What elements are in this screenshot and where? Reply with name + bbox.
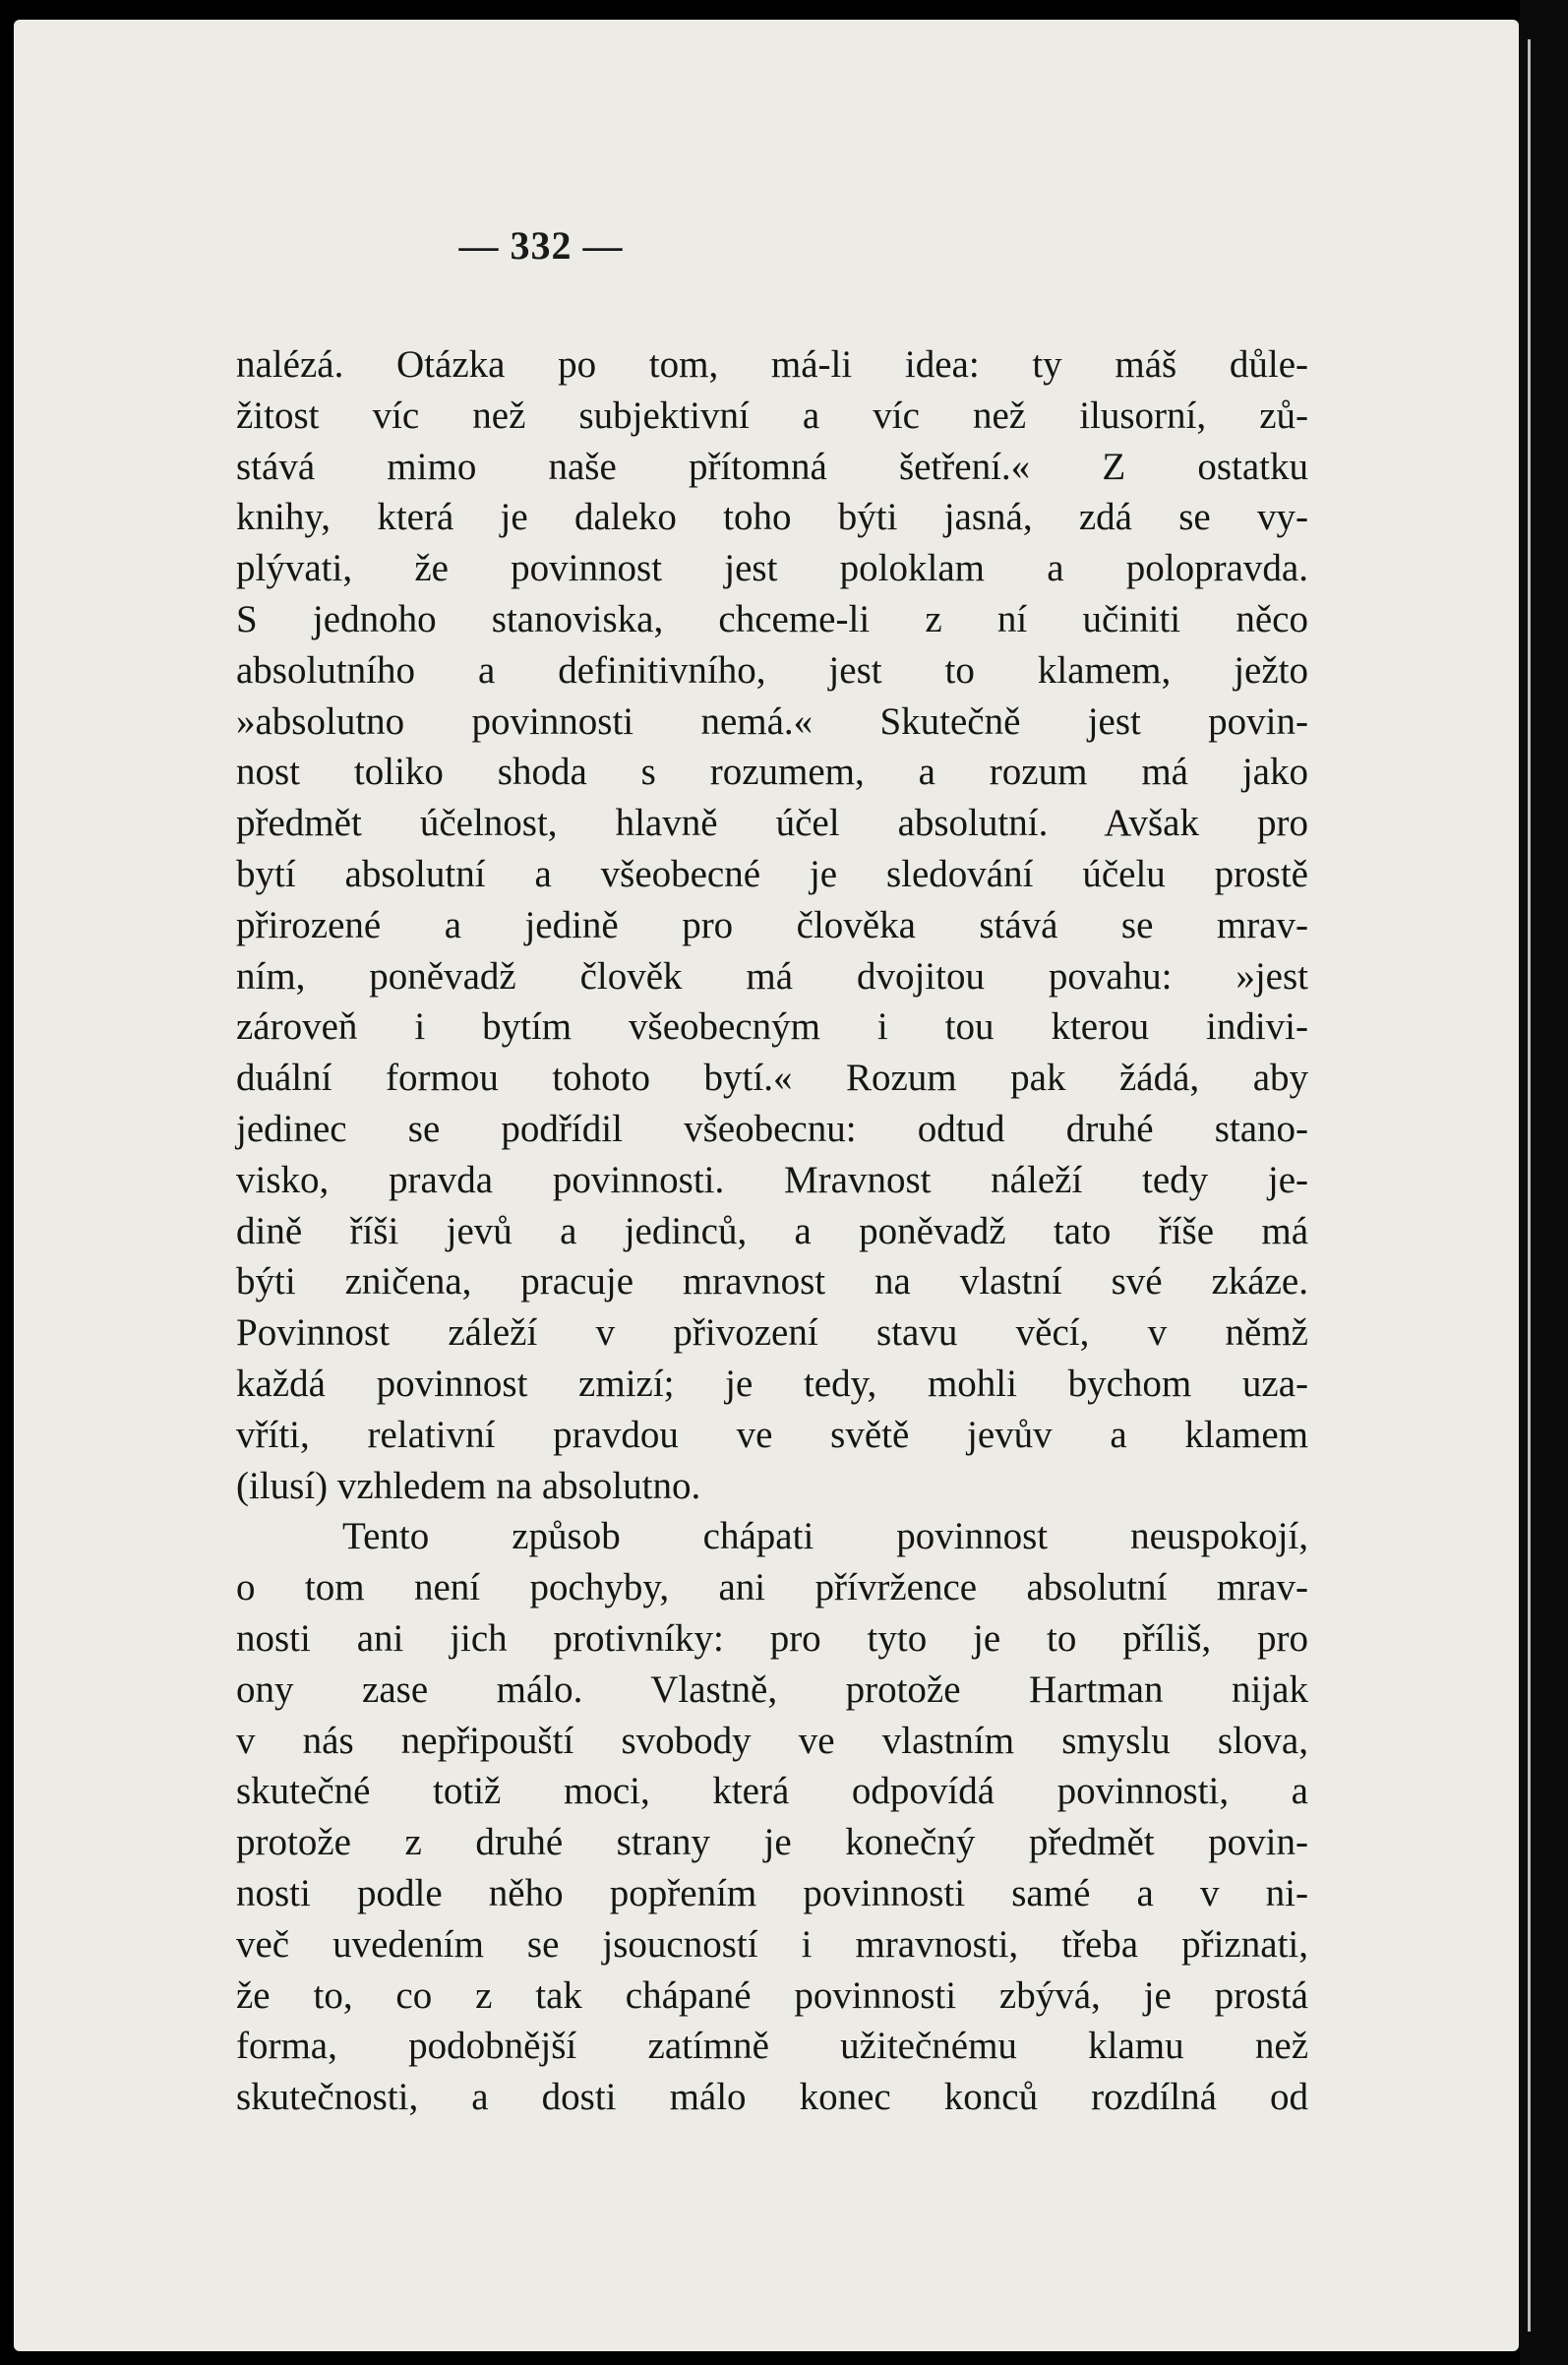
text-line: forma, podobnější zatímně užitečnému klamu než: [236, 2025, 1308, 2068]
text-line: vříti, relativní pravdou ve světě jevův a klamem: [236, 1413, 1308, 1456]
text-line: Povinnost záleží v přivození stavu věcí, v němž: [236, 1311, 1308, 1355]
text-line: přirozené a jedině pro člověka stává se mrav-: [236, 903, 1308, 946]
text-line: bytí absolutní a všeobecné je sledování účelu prostě: [236, 852, 1308, 895]
text-line: nosti podle něho popřením povinnosti samé a v ni-: [236, 1871, 1308, 1914]
text-line: absolutního a definitivního, jest to klamem, ježto: [236, 648, 1308, 692]
text-line: duální formou tohoto bytí.« Rozum pak žádá, aby: [236, 1057, 1308, 1100]
text-line: nalézá. Otázka po tom, má-li idea: ty máš důle-: [236, 343, 1308, 386]
text-line: nost toliko shoda s rozumem, a rozum má jako: [236, 751, 1308, 794]
text-line: visko, pravda povinnosti. Mravnost náleží tedy je-: [236, 1158, 1308, 1201]
text-line: v nás nepřipouští svobody ve vlastním smyslu slova,: [236, 1719, 1308, 1762]
text-line-paragraph-start: Tento způsob chápati povinnost neuspokojí,: [342, 1515, 1308, 1558]
text-line: skutečnosti, a dosti málo konec konců rozdílná od: [236, 2076, 1308, 2119]
text-line: plývati, že povinnost jest poloklam a polopravda.: [236, 547, 1308, 590]
text-line: ony zase málo. Vlastně, protože Hartman nijak: [236, 1668, 1308, 1711]
text-line: (ilusí) vzhledem na absolutno.: [236, 1464, 701, 1507]
text-line: každá povinnost zmizí; je tedy, mohli bychom uza-: [236, 1362, 1308, 1405]
text-line: dině říši jevů a jedinců, a poněvadž tato říše má: [236, 1209, 1308, 1252]
text-line: nosti ani jich protivníky: pro tyto je to příliš, pro: [236, 1616, 1308, 1660]
text-line: jedinec se podřídil všeobecnu: odtud druhé stano-: [236, 1107, 1308, 1150]
text-line: předmět účelnost, hlavně účel absolutní. Avšak pro: [236, 802, 1308, 845]
text-line: stává mimo naše přítomná šetření.« Z ostatku: [236, 445, 1308, 488]
text-line: býti zničena, pracuje mravnost na vlastní své zkáze.: [236, 1260, 1308, 1304]
text-line: ním, poněvadž člověk má dvojitou povahu: »jest: [236, 954, 1308, 998]
body-text: [236, 339, 1308, 2123]
page-edge-line: [1528, 39, 1531, 2332]
text-line: o tom není pochyby, ani přívržence absolutní mrav-: [236, 1566, 1308, 1609]
text-line: zároveň i bytím všeobecným i tou kterou indivi-: [236, 1005, 1308, 1049]
page-number: — 332 —: [458, 223, 624, 268]
text-line: protože z druhé strany je konečný předmět povin-: [236, 1821, 1308, 1864]
text-line: S jednoho stanoviska, chceme-li z ní učiniti něco: [236, 597, 1308, 640]
text-line: že to, co z tak chápané povinnosti zbývá, je prostá: [236, 1973, 1308, 2017]
text-line: knihy, která je daleko toho býti jasná, zdá se vy-: [236, 496, 1308, 539]
text-line: žitost víc než subjektivní a víc než ilusorní, zů-: [236, 394, 1308, 437]
text-line: skutečné totiž moci, která odpovídá povinnosti, a: [236, 1770, 1308, 1813]
text-line: »absolutno povinnosti nemá.« Skutečně jest povin-: [236, 699, 1308, 743]
text-line: več uvedením se jsoucností i mravnosti, třeba přiznati,: [236, 1922, 1308, 1966]
